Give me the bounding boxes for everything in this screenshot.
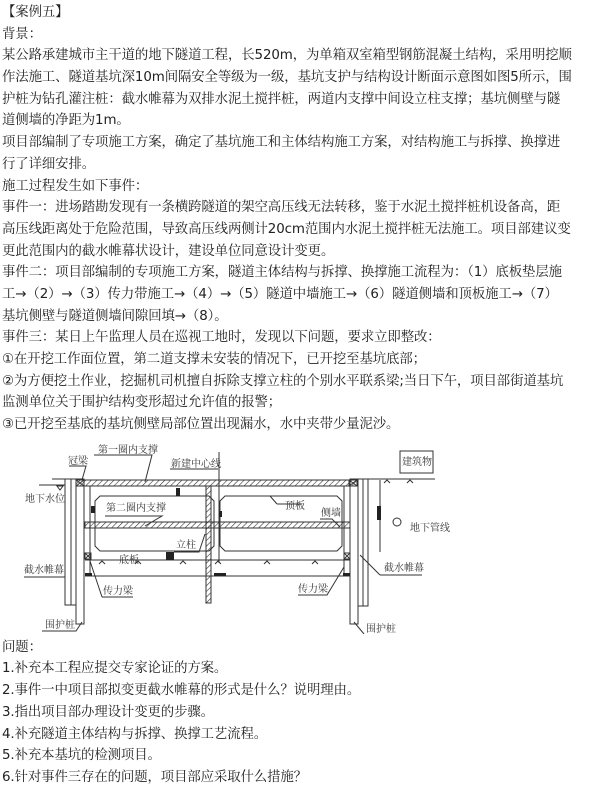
section-diagram (2, 439, 600, 634)
label-force-beam-left: 传力梁 (103, 585, 133, 597)
question-item: 5.补充本基坑的检测项目。 (2, 748, 161, 764)
text-line: 更此范围内的截水帷幕状设计，建设单位同意设计变更。 (2, 243, 335, 259)
text-line: 事件三：某日上午监理人员在巡视工地时，发现以下问题，要求立即整改： (2, 330, 441, 346)
event-1 (2, 197, 600, 262)
question-item: 1.补充本工程应提交专家论证的方案。 (2, 661, 228, 677)
label-crown-beam: 冠梁 (68, 455, 88, 467)
text-line: 基坑侧壁与隧道侧墙间隙回填→（8）。 (2, 308, 228, 324)
text-line: 监测单位关于围护结构变形超过允许值的报警； (2, 395, 282, 411)
background-paragraph (2, 45, 600, 132)
question-item: 4.补充隧道主体结构与拆撑、换撑工艺流程。 (2, 726, 268, 742)
label-side-wall: 侧墙 (321, 507, 341, 519)
events-intro: 施工过程发生如下事件： (2, 178, 149, 194)
text-line: 高压线距离处于危险范围，导致高压线两侧计20cm范围内水泥土搅拌桩无法施工。项目部建议变 (2, 221, 571, 237)
label-force-beam-right: 传力梁 (298, 583, 328, 595)
text-line: 行了详细安排。 (2, 156, 96, 172)
label-pipeline: 地下管线 (410, 522, 450, 534)
text-line: ②为方便挖土作业，挖掘机司机擅自拆除支撑立柱的个别水平联系梁;当日下午，项目部街道基坑 (2, 373, 564, 389)
label-centerline: 新建中心线 (171, 458, 221, 470)
text-line: 事件二：项目部编制的专项施工方案，隧道主体结构与拆撑、换撑施工流程为：（1）底板垫层施 (2, 265, 562, 281)
text-line: 作法施工、隧道基坑深10m间隔安全等级为一级，基坑支护与结构设计断面示意图如图5所示，围 (2, 70, 572, 86)
plan-paragraph (2, 132, 600, 175)
column (206, 486, 211, 603)
label-first-strut: 第一圈内支撑 (98, 444, 158, 456)
question-item: 2.事件一中项目部拟变更截水帷幕的形式是什么？说明理由。 (2, 683, 361, 699)
pile-left (76, 479, 84, 624)
label-second-strut: 第二圈内支撑 (106, 502, 166, 514)
text-line: 工→（2）→（3）传力带施工→（4）→（5）隧道中墙施工→（6）隧道侧墙和顶板施工→（7） (2, 286, 558, 302)
label-curtain-right: 截水帷幕 (384, 562, 424, 574)
label-pile-right: 围护桩 (366, 623, 396, 634)
label-column: 立柱 (176, 539, 196, 551)
questions-list (2, 658, 600, 788)
first-strut (76, 480, 357, 486)
label-floor-slab: 底板 (119, 554, 139, 566)
text-line: ③已开挖至基底的基坑侧壁局部位置出现漏水，水中夹带少量泥沙。 (2, 417, 400, 433)
case-title: 【案例五】 (2, 5, 69, 20)
pile-right (350, 479, 358, 624)
text-line: 道侧墙的净距为1m。 (2, 113, 130, 129)
pipeline-icon (393, 518, 401, 526)
text-line: 事件一：进场踏勘发现有一条横跨隧道的架空高压线无法转移，鉴于水泥土搅拌桩机设备高，距 (2, 200, 561, 216)
event-2 (2, 262, 600, 327)
text-line: 项目部编制了专项施工方案，确定了基坑施工和主体结构施工方案，对结构施工与拆撑、换撑进 (2, 135, 561, 151)
questions-label: 问题： (2, 639, 42, 655)
text-line: ①在开挖工作面位置，第二道支撑未安装的情况下，已开挖至基坑底部； (2, 352, 426, 367)
label-roof-slab: 顶板 (285, 500, 305, 512)
label-building: 建筑物 (402, 456, 432, 468)
background-label: 背景： (2, 26, 42, 42)
event-3 (2, 327, 600, 435)
text-line: 护桩为钻孔灌注桩：截水帷幕为双排水泥土搅拌桩，两道内支撑中间设立柱支撑；基坑侧壁与隧 (2, 91, 561, 107)
label-curtain-left: 截水帷幕 (24, 564, 64, 576)
text-line: 某公路承建城市主干道的地下隧道工程，长520m，为单箱双室箱型钢筋混凝土结构，采用明挖顺 (2, 48, 572, 64)
label-water-level: 地下水位 (25, 493, 65, 505)
second-strut (85, 522, 350, 528)
label-pile-left: 围护桩 (45, 619, 75, 631)
question-item: 3.指出项目部办理设计变更的步骤。 (2, 704, 214, 720)
question-item: 6.针对事件三存在的问题，项目部应采取什么措施？ (2, 769, 307, 785)
